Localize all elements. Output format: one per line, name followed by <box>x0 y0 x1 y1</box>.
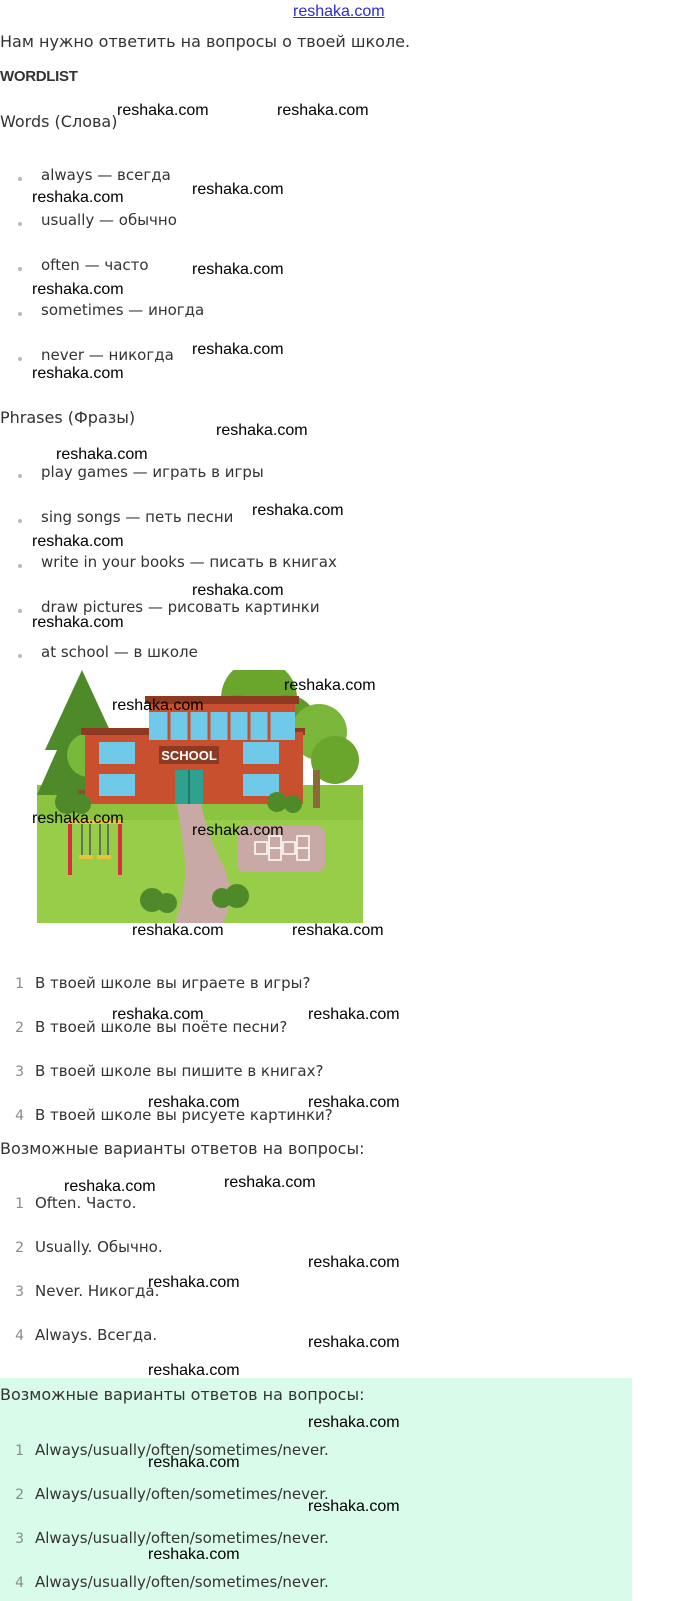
school-sign: SCHOOL <box>161 748 217 763</box>
list-item: Always/usually/often/sometimes/never. <box>35 1529 329 1547</box>
watermark: reshaka.com <box>308 1414 400 1431</box>
watermark: reshaka.com <box>308 1498 400 1515</box>
list-item: Always/usually/often/sometimes/never. <box>35 1485 329 1503</box>
watermark: reshaka.com <box>192 822 284 839</box>
intro-text: Нам нужно ответить на вопросы о твоей школе. <box>0 32 411 51</box>
words-heading: Words (Слова) <box>0 112 118 131</box>
bullet <box>18 474 22 478</box>
list-item: В твоей школе вы играете в игры? <box>35 974 311 992</box>
watermark: reshaka.com <box>284 677 376 694</box>
list-item: В твоей школе вы пишите в книгах? <box>35 1062 324 1080</box>
watermark: reshaka.com <box>32 281 124 298</box>
watermark: reshaka.com <box>192 181 284 198</box>
watermark: reshaka.com <box>32 189 124 206</box>
bullet <box>18 267 22 271</box>
watermark: reshaka.com <box>148 1454 240 1471</box>
watermark: reshaka.com <box>32 365 124 382</box>
watermark: reshaka.com <box>308 1254 400 1271</box>
watermark: reshaka.com <box>117 102 209 119</box>
watermark: reshaka.com <box>132 922 224 939</box>
site-link[interactable]: reshaka.com <box>293 3 385 20</box>
watermark: reshaka.com <box>32 614 124 631</box>
watermark: reshaka.com <box>148 1274 240 1291</box>
watermark: reshaka.com <box>277 102 369 119</box>
watermark: reshaka.com <box>192 582 284 599</box>
bullet <box>18 357 22 361</box>
answers-heading-1: Возможные варианты ответов на вопросы: <box>0 1139 365 1158</box>
bullet <box>18 519 22 523</box>
watermark: reshaka.com <box>192 261 284 278</box>
watermark: reshaka.com <box>112 1006 204 1023</box>
list-item: Usually. Обычно. <box>35 1238 163 1256</box>
watermark: reshaka.com <box>224 1174 316 1191</box>
watermark: reshaka.com <box>308 1334 400 1351</box>
watermark: reshaka.com <box>56 446 148 463</box>
watermark: reshaka.com <box>292 922 384 939</box>
watermark: reshaka.com <box>32 533 124 550</box>
watermark: reshaka.com <box>148 1546 240 1563</box>
bullet <box>18 222 22 226</box>
watermark: reshaka.com <box>216 422 308 439</box>
watermark: reshaka.com <box>64 1178 156 1195</box>
phrases-heading: Phrases (Фразы) <box>0 408 136 427</box>
list-item: Often. Часто. <box>35 1194 137 1212</box>
list-item: В твоей школе вы рисуете картинки? <box>35 1106 333 1124</box>
watermark: reshaka.com <box>148 1362 240 1379</box>
list-item: Always. Всегда. <box>35 1326 158 1344</box>
bullet <box>18 312 22 316</box>
watermark: reshaka.com <box>32 810 124 827</box>
wordlist-heading: WORDLIST <box>0 68 78 85</box>
watermark: reshaka.com <box>192 341 284 358</box>
watermark: reshaka.com <box>148 1094 240 1111</box>
bullet <box>18 564 22 568</box>
bullet <box>18 654 22 658</box>
answers-heading-2: Возможные варианты ответов на вопросы: <box>0 1385 365 1404</box>
list-item: Always/usually/often/sometimes/never. <box>35 1441 329 1459</box>
watermark: reshaka.com <box>308 1006 400 1023</box>
watermark: reshaka.com <box>252 502 344 519</box>
bullet <box>18 177 22 181</box>
watermark: reshaka.com <box>112 697 204 714</box>
list-item: В твоей школе вы поёте песни? <box>35 1018 288 1036</box>
watermark: reshaka.com <box>308 1094 400 1111</box>
list-item: Never. Никогда. <box>35 1282 160 1300</box>
list-item: Always/usually/often/sometimes/never. <box>35 1573 329 1591</box>
bullet <box>18 609 22 613</box>
